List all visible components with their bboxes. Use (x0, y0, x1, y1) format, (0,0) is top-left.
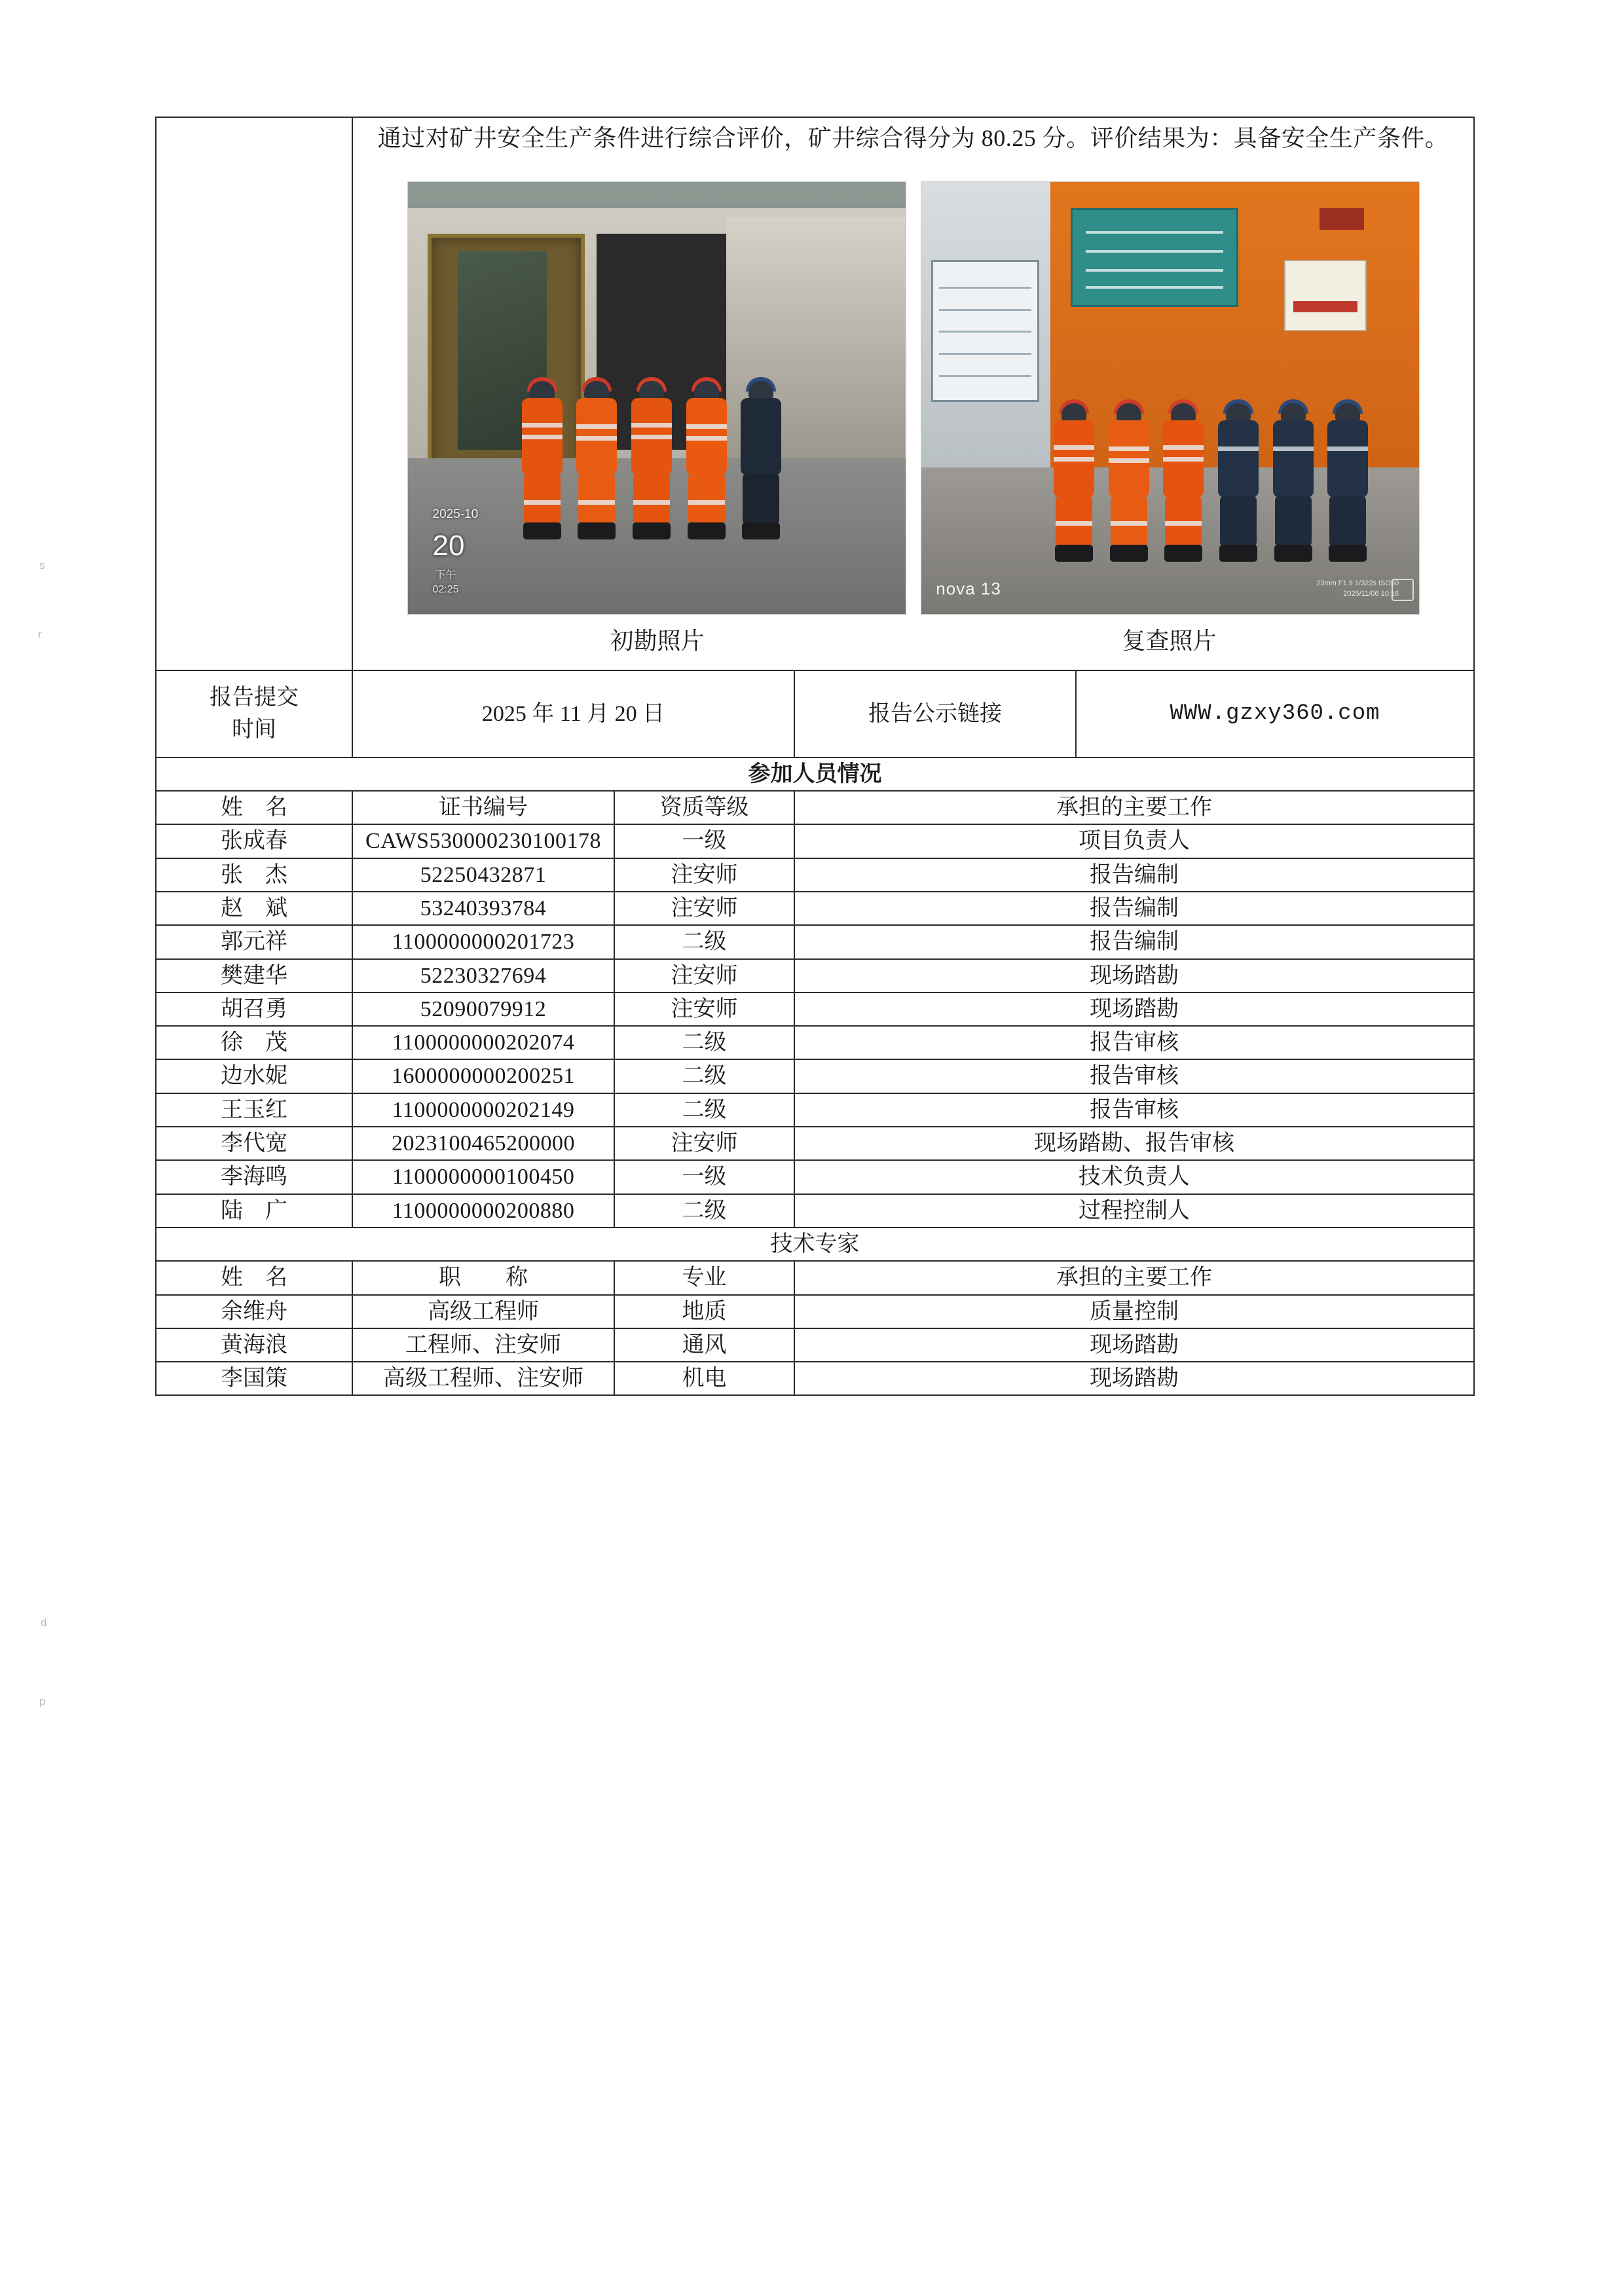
recheck-photo (921, 181, 1420, 615)
submit-row (156, 670, 1474, 757)
publish-link-label: 报告公示链接 (794, 670, 1076, 757)
expert-title: 高级工程师 (352, 1295, 614, 1328)
participant-name: 张 杰 (156, 858, 352, 892)
participant-level: 二级 (614, 925, 794, 958)
participant-work: 过程控制人 (794, 1194, 1474, 1228)
scan-artifact-1: s (39, 559, 45, 572)
participant-name: 徐 茂 (156, 1026, 352, 1059)
expert-work: 质量控制 (794, 1295, 1474, 1328)
participant-level: 二级 (614, 1093, 794, 1127)
experts-header-row (156, 1261, 1474, 1294)
publish-link-value[interactable]: WWW.gzxy360.com (1076, 670, 1474, 757)
participant-name: 胡召勇 (156, 993, 352, 1026)
participant-work: 现场踏勘、报告审核 (794, 1127, 1474, 1160)
expert-major: 机电 (614, 1362, 794, 1395)
participant-cert: 1100000000202074 (352, 1026, 614, 1059)
participant-level: 注安师 (614, 1127, 794, 1160)
participants-section-title: 参加人员情况 (156, 757, 1474, 791)
participant-work: 报告审核 (794, 1026, 1474, 1059)
participant-name: 陆 广 (156, 1194, 352, 1228)
participants-header-name: 姓 名 (156, 791, 352, 824)
photo-timestamp-clock: 02:25 (432, 584, 459, 596)
participant-name: 樊建华 (156, 959, 352, 993)
expert-name: 余维舟 (156, 1295, 352, 1328)
participant-work: 项目负责人 (794, 824, 1474, 858)
participant-cert: 52250432871 (352, 858, 614, 892)
participant-work: 现场踏勘 (794, 959, 1474, 993)
summary-cell (352, 117, 1474, 670)
table-row (156, 1194, 1474, 1228)
submit-time-value: 2025 年 11 月 20 日 (352, 670, 794, 757)
participant-level: 注安师 (614, 959, 794, 993)
experts-header-major: 专业 (614, 1261, 794, 1294)
participant-level: 注安师 (614, 858, 794, 892)
table-row (156, 1160, 1474, 1194)
participants-header-cert: 证书编号 (352, 791, 614, 824)
summary-label-cell (156, 117, 352, 670)
scan-artifact-4: p (39, 1695, 46, 1707)
photo-timestamp-time (433, 568, 459, 596)
submit-time-label (156, 670, 352, 757)
expert-title: 高级工程师、注安师 (352, 1362, 614, 1395)
participant-cert: 52230327694 (352, 959, 614, 993)
expert-major: 地质 (614, 1295, 794, 1328)
expert-work: 现场踏勘 (794, 1328, 1474, 1362)
participant-level: 一级 (614, 824, 794, 858)
expert-name: 李国策 (156, 1362, 352, 1395)
camera-exif-line1: 23mm F1.9 1/322s ISO50 (1316, 579, 1399, 588)
experts-section-title: 技术专家 (156, 1228, 1474, 1261)
participant-cert: 52090079912 (352, 993, 614, 1026)
participants-header-level: 资质等级 (614, 791, 794, 824)
participants-title-row (156, 757, 1474, 791)
photo-timestamp-date: 2025-10 (432, 507, 479, 521)
caption-initial-survey: 初勘照片 (610, 628, 705, 654)
participant-name: 张成春 (156, 824, 352, 858)
initial-survey-photo (407, 181, 906, 615)
table-row (156, 824, 1474, 858)
camera-exif-line2: 2025/11/06 10:16 (1343, 589, 1399, 598)
photo-captions (353, 624, 1473, 658)
table-row (156, 959, 1474, 993)
participant-work: 技术负责人 (794, 1160, 1474, 1194)
participant-cert: 1100000000202149 (352, 1093, 614, 1127)
expert-work: 现场踏勘 (794, 1362, 1474, 1395)
expert-major: 通风 (614, 1328, 794, 1362)
participant-work: 现场踏勘 (794, 993, 1474, 1026)
table-row (156, 858, 1474, 892)
camera-exif (1316, 579, 1399, 599)
table-row (156, 1328, 1474, 1362)
experts-title-row (156, 1228, 1474, 1261)
participant-level: 二级 (614, 1026, 794, 1059)
participant-cert: CAWS530000230100178 (352, 824, 614, 858)
participant-cert: 2023100465200000 (352, 1127, 614, 1160)
scan-artifact-3: d (41, 1616, 47, 1629)
caption-recheck: 复查照片 (1122, 628, 1217, 654)
camera-badge-icon (1392, 579, 1414, 601)
participants-header-row (156, 791, 1474, 824)
participants-header-work: 承担的主要工作 (794, 791, 1474, 824)
participant-name: 李代宽 (156, 1127, 352, 1160)
table-row (156, 1127, 1474, 1160)
photos-row (353, 181, 1473, 615)
photo-timestamp-period: 下午 (435, 570, 456, 581)
table-row (156, 925, 1474, 958)
participant-name: 郭元祥 (156, 925, 352, 958)
participant-cert: 1600000000200251 (352, 1059, 614, 1093)
submit-time-label-line1: 报告提交 (210, 685, 299, 710)
camera-watermark: nova 13 (936, 578, 1001, 598)
participant-work: 报告审核 (794, 1093, 1474, 1127)
submit-time-label-line2: 时间 (232, 718, 276, 742)
participant-cert: 1100000000200880 (352, 1194, 614, 1228)
table-row (156, 1295, 1474, 1328)
expert-title: 工程师、注安师 (352, 1328, 614, 1362)
table-row (156, 892, 1474, 925)
experts-header-title: 职 称 (352, 1261, 614, 1294)
participant-level: 二级 (614, 1194, 794, 1228)
participant-work: 报告审核 (794, 1059, 1474, 1093)
participant-name: 赵 斌 (156, 892, 352, 925)
participant-level: 注安师 (614, 993, 794, 1026)
participant-name: 边水妮 (156, 1059, 352, 1093)
expert-name: 黄海浪 (156, 1328, 352, 1362)
participant-work: 报告编制 (794, 858, 1474, 892)
table-row (156, 1026, 1474, 1059)
participant-cert: 1100000000201723 (352, 925, 614, 958)
summary-text: 通过对矿井安全生产条件进行综合评价，矿井综合得分为 80.25 分。评价结果为：具备安全生产条件。 (377, 125, 1449, 151)
participant-cert: 53240393784 (352, 892, 614, 925)
table-row (156, 1093, 1474, 1127)
participant-level: 一级 (614, 1160, 794, 1194)
participant-name: 王玉红 (156, 1093, 352, 1127)
table-row (156, 993, 1474, 1026)
participant-level: 注安师 (614, 892, 794, 925)
participant-work: 报告编制 (794, 925, 1474, 958)
participant-level: 二级 (614, 1059, 794, 1093)
experts-header-work: 承担的主要工作 (794, 1261, 1474, 1294)
table-row (156, 1362, 1474, 1395)
scan-artifact-2: r (38, 628, 42, 640)
participant-cert: 1100000000100450 (352, 1160, 614, 1194)
participant-work: 报告编制 (794, 892, 1474, 925)
participant-name: 李海鸣 (156, 1160, 352, 1194)
experts-header-name: 姓 名 (156, 1261, 352, 1294)
photo-timestamp-day: 20 (432, 529, 465, 562)
summary-row (156, 117, 1474, 670)
report-table (155, 117, 1475, 1396)
table-row (156, 1059, 1474, 1093)
